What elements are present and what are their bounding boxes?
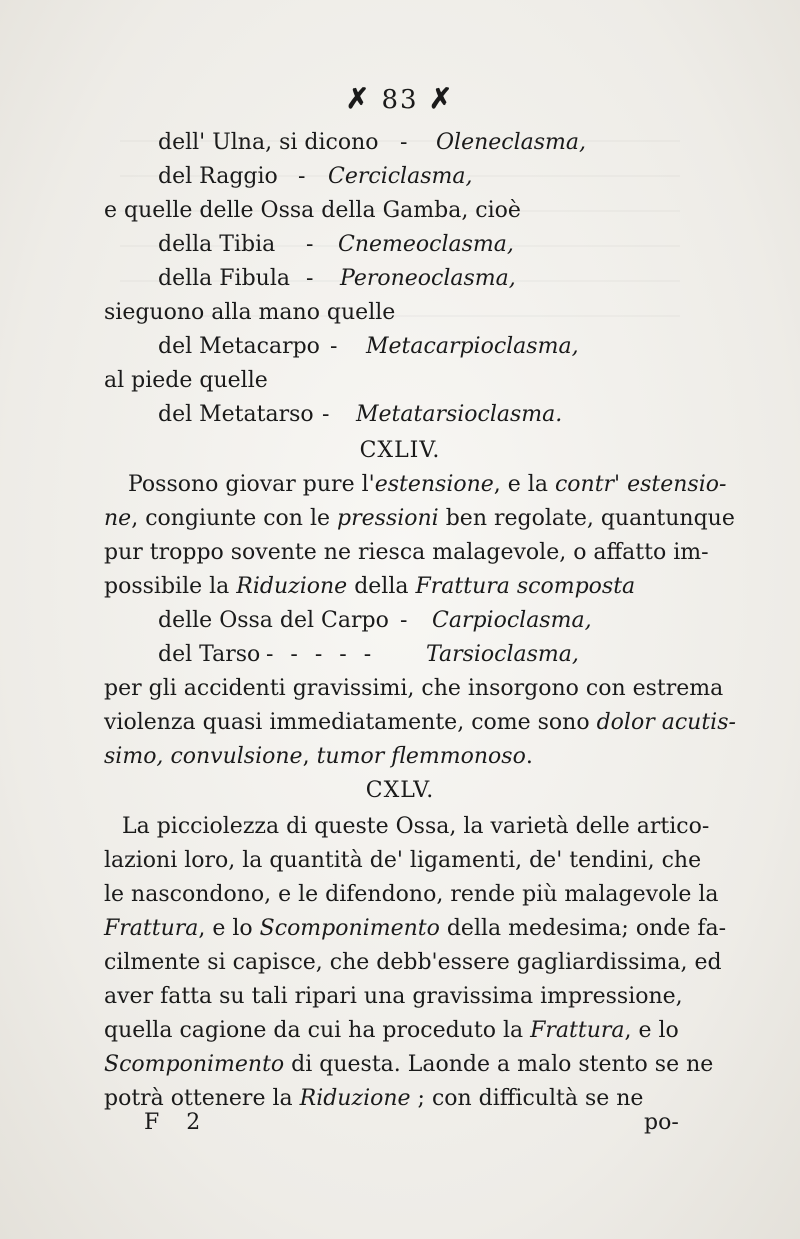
page-number: 83 xyxy=(381,85,419,115)
paragraph-line: Scomponimento di questa. Laonde a malo stento se ne xyxy=(104,1052,714,1077)
text-line: del Raggio xyxy=(158,164,278,189)
paragraph-line: simo, convulsione, tumor flemmonoso. xyxy=(104,744,533,769)
term: Cnemeoclasma, xyxy=(338,232,514,257)
text-line: del Tarso xyxy=(158,642,261,667)
text-line: del Metatarso xyxy=(158,402,314,427)
text-line: dell' Ulna, si dicono xyxy=(158,130,379,155)
paragraph-line: Frattura, e lo Scomponimento della medesima; onde fa- xyxy=(104,916,727,941)
term: Tarsioclasma, xyxy=(426,642,579,667)
section-heading: CXLV. xyxy=(365,778,435,803)
dash-separator: - xyxy=(330,334,338,359)
text-line: e quelle delle Ossa della Gamba, cioè xyxy=(104,198,521,223)
term: Metacarpioclasma, xyxy=(366,334,579,359)
paragraph-line: possibile la Riduzione della Frattura scomposta xyxy=(104,574,636,599)
dash-separator: - xyxy=(322,402,330,427)
term: Metatarsioclasma. xyxy=(356,402,563,427)
dash-separator: - xyxy=(400,608,408,633)
paragraph-line: potrà ottenere la Riduzione ; con difficultà se ne xyxy=(104,1086,644,1111)
paragraph-line: Possono giovar pure l'estensione, e la contr' estensio- xyxy=(128,472,727,497)
paragraph-line: La picciolezza di queste Ossa, la varietà delle artico- xyxy=(122,814,710,839)
dash-separator: ----- xyxy=(266,642,389,667)
paragraph-line: le nascondono, e le difendono, rende più malagevole la xyxy=(104,882,719,907)
paragraph-line: ne, congiunte con le pressioni ben regolate, quantunque xyxy=(104,506,735,531)
paragraph-line: quella cagione da cui ha proceduto la Frattura, e lo xyxy=(104,1018,679,1043)
section-heading: CXLIV. xyxy=(359,438,441,463)
ornament-right-icon: ✗ xyxy=(428,82,455,115)
text-line: del Metacarpo xyxy=(158,334,320,359)
term: Cerciclasma, xyxy=(328,164,473,189)
dash-separator: - xyxy=(306,232,314,257)
ornament-left-icon: ✗ xyxy=(345,82,372,115)
paragraph-line: violenza quasi immediatamente, come sono dolor acutis- xyxy=(104,710,736,735)
text-line: al piede quelle xyxy=(104,368,268,393)
term: Peroneoclasma, xyxy=(340,266,516,291)
paragraph-line: aver fatta su tali ripari una gravissima impressione, xyxy=(104,984,683,1009)
dash-separator: - xyxy=(298,164,306,189)
page-header xyxy=(0,82,800,115)
paragraph-line: per gli accidenti gravissimi, che insorgono con estrema xyxy=(104,676,724,701)
text-line: delle Ossa del Carpo xyxy=(158,608,389,633)
signature-mark: F 2 xyxy=(144,1110,211,1135)
text-line: della Tibia xyxy=(158,232,276,257)
text-line: sieguono alla mano quelle xyxy=(104,300,396,325)
dash-separator: - xyxy=(306,266,314,291)
term: Oleneclasma, xyxy=(436,130,587,155)
paragraph-line: lazioni loro, la quantità de' ligamenti, de' tendini, che xyxy=(104,848,702,873)
dash-separator: - xyxy=(400,130,408,155)
paragraph-line: cilmente si capisce, che debb'essere gagliardissima, ed xyxy=(104,950,722,975)
catchword: po- xyxy=(644,1110,679,1135)
text-line: della Fibula xyxy=(158,266,290,291)
term: Carpioclasma, xyxy=(432,608,592,633)
paragraph-line: pur troppo sovente ne riesca malagevole, o affatto im- xyxy=(104,540,709,565)
